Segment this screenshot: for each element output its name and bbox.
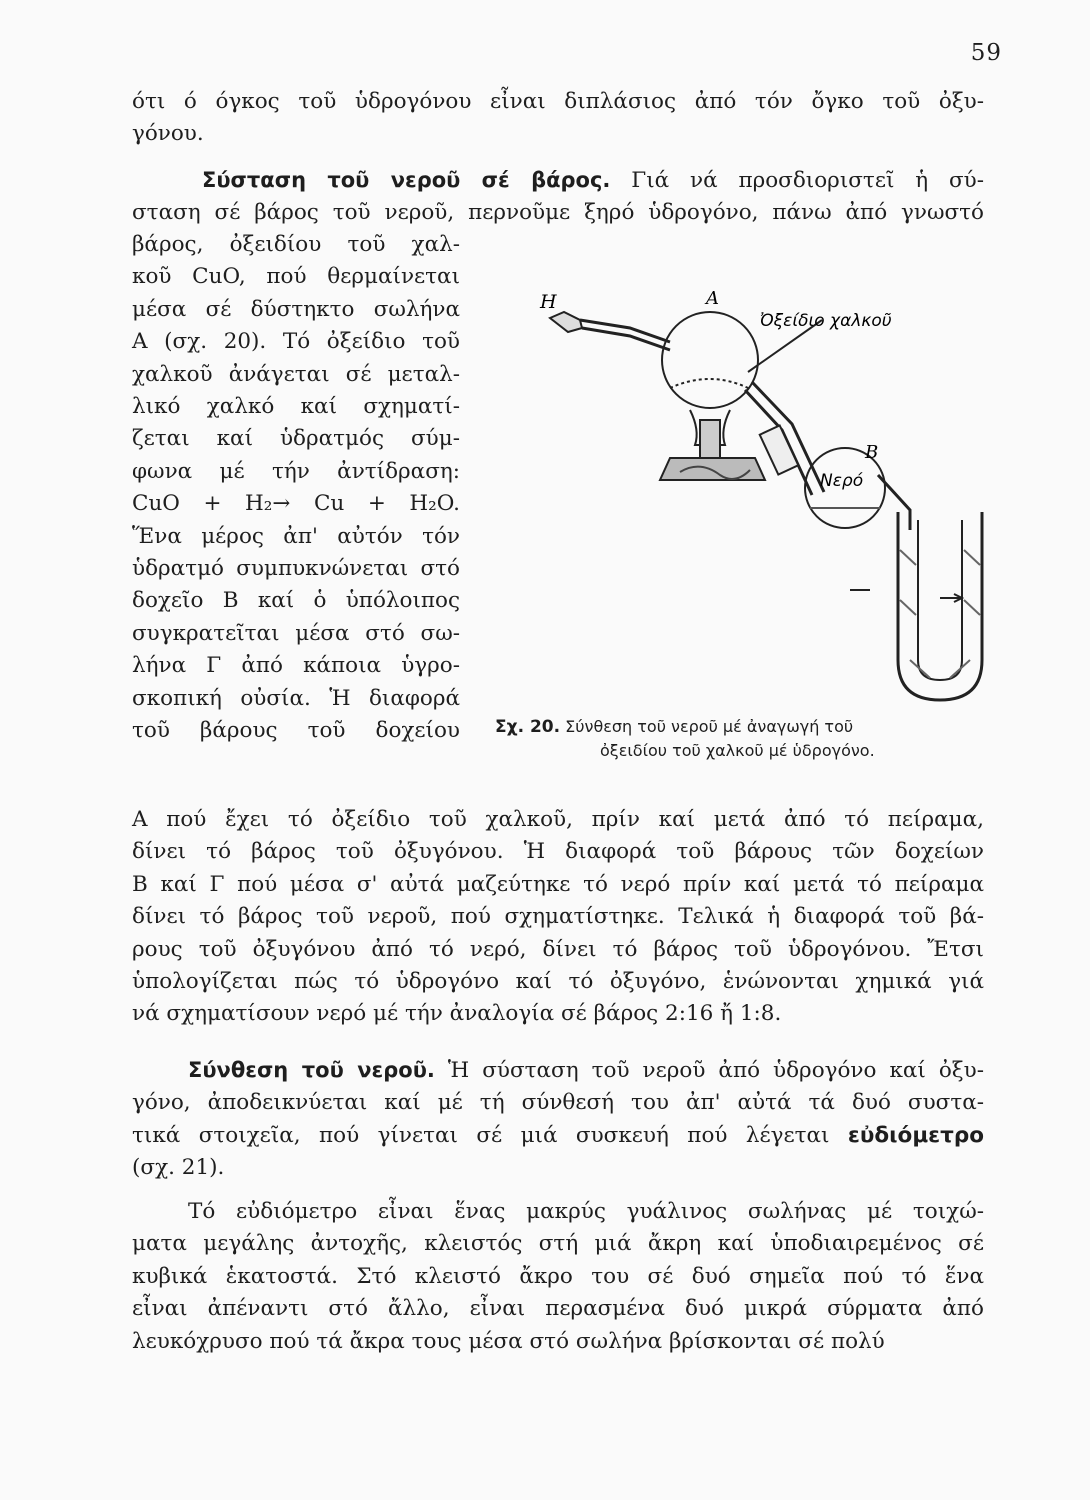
text-line — [132, 1120, 984, 1152]
inlet-tube-lower — [582, 328, 670, 350]
column-text — [132, 229, 460, 748]
section-synthesis — [132, 1054, 984, 1185]
section-heading-weight: Σύσταση τοῦ νεροῦ σέ βάρος. — [202, 168, 611, 192]
text-line: λήνα Γ ἀπό κάποια ὑγρο- — [132, 653, 460, 679]
text-line: σκοπική οὐσία. Ἡ διαφορά — [132, 685, 460, 711]
text-run: Γιά νά προσδιοριστεῖ ἡ σύ- — [610, 168, 985, 193]
flask-a-shape — [662, 312, 758, 408]
figure-caption — [495, 715, 995, 763]
text-line: κοῦ CuO, πού θερμαίνεται — [132, 264, 460, 290]
label-water: Νερό — [820, 471, 864, 491]
text-line: ὑδρατμό συμπυκνώνεται στό — [132, 556, 460, 582]
text-line: (σχ. 21). — [132, 1155, 225, 1181]
text-line: Ἕνα μέρος ἀπ' αὐτόν τόν — [132, 523, 460, 549]
figure-apparatus — [520, 280, 1000, 710]
text-line: λευκόχρυσο πού τά ἄκρα τους μέσα στό σωλήνα βρίσκονται σέ πολύ — [132, 1328, 885, 1354]
text-line: μέσα σέ δύστηκτο σωλήνα — [132, 296, 460, 322]
text-line — [132, 164, 984, 197]
text-line: Α πού ἔχει τό ὀξείδιο τοῦ χαλκοῦ, πρίν καί μετά ἀπό τό πείραμα, — [132, 807, 984, 832]
text-line: ζεται καί ὑδρατμός σύμ- — [132, 426, 460, 452]
inlet-stopper-shape — [550, 312, 582, 332]
label-oxide: Ὀξείδιο χαλκοῦ — [760, 311, 892, 331]
caption-line-2: ὀξειδίου τοῦ χαλκοῦ μέ ὑδρογόνο. — [600, 741, 875, 760]
intro-paragraph — [132, 86, 984, 151]
oxide-layer — [670, 379, 748, 388]
text-line: τοῦ βάρους τοῦ δοχείου — [132, 718, 460, 744]
wide-text — [132, 804, 984, 1031]
text-run: τικά στοιχεῖα, πού γίνεται σέ μιά συσκευή πού λέγεται — [132, 1122, 830, 1148]
text-line: CuO + H₂→ Cu + H₂O. — [132, 491, 460, 517]
text-line: σταση σέ βάρος τοῦ νεροῦ, περνοῦμε ξηρό ὑδρογόνο, πάνω ἀπό γνωστό — [132, 200, 984, 226]
text-line: δίνει τό βάρος τοῦ ὀξυγόνου. Ἡ διαφορά τοῦ βάρους τῶν δοχείων — [132, 839, 984, 865]
text-line: συγκρατεῖται μέσα στό σω- — [132, 620, 460, 646]
text-line: γόνου. — [132, 121, 204, 147]
text-line: ματα μεγάλης ἀντοχῆς, κλειστός στή μιά ἄκρη καί ὑποδιαιρεμένος σέ — [132, 1231, 984, 1257]
label-a: A — [706, 288, 719, 309]
u-tube-filling — [900, 550, 980, 678]
apparatus-drawing — [520, 280, 1000, 710]
text-line: ότι ό όγκος τοῦ ὑδρογόνου εἶναι διπλάσιος ἀπό τόν ὄγκο τοῦ ὀξυ- — [132, 89, 984, 114]
u-tube-inner — [918, 520, 962, 680]
text-line: δοχεῖο Β καί ὁ ὑπόλοιπος — [132, 588, 460, 614]
text-line: Β καί Γ πού μέσα σ' αὐτά μαζεύτηκε τό νερό πρίν καί μετά τό πείραμα — [132, 871, 984, 897]
eudiometer-paragraph — [132, 1196, 984, 1358]
text-line: εἶναι ἀπέναντι στό ἄλλο, εἶναι περασμένα δυό μικρά σύρματα ἀπό — [132, 1296, 984, 1322]
label-h: H — [540, 291, 557, 313]
pointer-lines — [850, 590, 960, 598]
text-line: Τό εὐδιόμετρο εἶναι ἕνας μακρύς γυάλινος σωλήνας μέ τοιχώ- — [188, 1199, 984, 1224]
caption-line — [495, 715, 995, 739]
burner-stem — [700, 420, 720, 460]
text-line: χαλκοῦ ἀνάγεται σέ μεταλ- — [132, 361, 460, 387]
text-line — [132, 1054, 984, 1087]
text-line: δίνει τό βάρος τοῦ νεροῦ, πού σχηματίστηκε. Τελικά ἡ διαφορά τοῦ βά- — [132, 904, 984, 930]
text-line: γόνο, ἀποδεικνύεται καί μέ τή σύνθεσή του ἀπ' αὐτά τά δυό συστα- — [132, 1090, 984, 1116]
text-run: Ἡ σύσταση τοῦ νεροῦ ἀπό ὑδρογόνο καί ὀξυ- — [434, 1058, 984, 1083]
caption-text: Σύνθεση τοῦ νεροῦ μέ ἀναγωγή τοῦ — [565, 717, 854, 736]
figure-number: Σχ. 20. — [495, 717, 561, 737]
text-line: λικό χαλκό καί σχηματί- — [132, 394, 460, 420]
burner-base — [660, 458, 765, 480]
text-line: βάρος, ὀξειδίου τοῦ χαλ- — [132, 232, 460, 257]
text-line: ὑπολογίζεται πώς τό ὑδρογόνο καί τό ὀξυγόνο, ἑνώνονται χημικά γιά — [132, 969, 984, 995]
section-weight-composition — [132, 164, 984, 230]
section-heading-synthesis: Σύνθεση τοῦ νεροῦ. — [188, 1058, 435, 1082]
text-line: νά σχηματίσουν νερό μέ τήν ἀναλογία σέ βάρος 2:16 ἤ 1:8. — [132, 1001, 782, 1027]
text-line: φωνα μέ τήν ἀντίδραση: — [132, 458, 460, 484]
text-line: κυβικά ἑκατοστά. Στό κλειστό ἄκρο του σέ δυό σημεῖα πού τό ἕνα — [132, 1263, 984, 1289]
page-number: 59 — [970, 40, 1002, 66]
bold-term: εὐδιόμετρο — [847, 1122, 984, 1148]
label-b: B — [865, 442, 879, 463]
text-line: Α (σχ. 20). Τό ὀξείδιο τοῦ — [132, 329, 460, 355]
text-line: ρους τοῦ ὀξυγόνου ἀπό τό νερό, δίνει τό βάρος τοῦ ὑδρογόνου. Ἔτσι — [132, 936, 984, 962]
